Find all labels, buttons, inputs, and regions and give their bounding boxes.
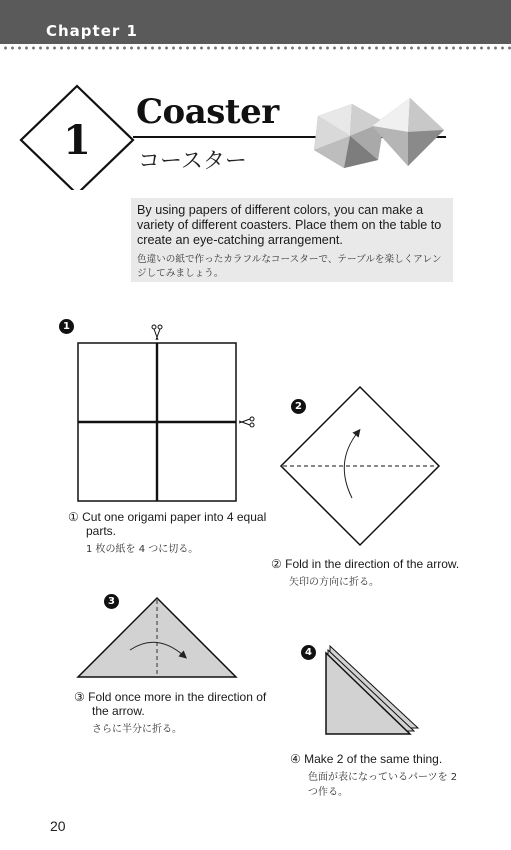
step2-caption (271, 557, 471, 590)
intro-english: By using papers of different colors, you can make a variety of different coasters. Place them on the table to create an eye-catching arrangement. (137, 203, 442, 247)
intro-japanese: 色違いの紙で作ったカラフルなコースターで、テーブルを楽しくアレンジしてみましょう。 (137, 254, 442, 279)
step3-caption-japanese: さらに半分に折る。 (92, 724, 182, 735)
page-number: 20 (50, 818, 66, 834)
step2-caption-japanese: 矢印の方向に折る。 (289, 577, 379, 588)
step4-layer-front (326, 653, 410, 734)
step4-caption (290, 752, 490, 800)
step1-caption-english: ① Cut one origami paper into 4 equal parts. (68, 510, 267, 538)
step1-caption (68, 510, 268, 557)
step4-caption-english: ④ Make 2 of the same thing. (290, 752, 443, 766)
step3-diagram (78, 598, 236, 677)
step2-caption-english: ② Fold in the direction of the arrow. (271, 557, 460, 571)
step3-caption-english: ③ Fold once more in the direction of the arrow. (74, 690, 267, 718)
title-english: Coaster (136, 92, 279, 132)
step3-caption (74, 690, 279, 737)
step1-badge: 1 (59, 319, 74, 334)
step3-badge: 3 (104, 594, 119, 609)
step2-badge: 2 (291, 399, 306, 414)
title-japanese: コースター (138, 149, 247, 174)
scissors-icon-top (152, 325, 162, 340)
step1-diagram (78, 325, 254, 501)
title-number: 1 (63, 117, 91, 164)
step1-caption-japanese: 1 枚の紙を 4 つに切る。 (86, 544, 199, 555)
step4-badge: 4 (301, 645, 316, 660)
chapter-label: Chapter 1 (46, 22, 138, 40)
step4-diagram (326, 646, 418, 734)
scissors-icon-right (239, 417, 254, 427)
step4-caption-japanese: 色面が表になっているパーツを 2 つ作る。 (308, 772, 458, 798)
